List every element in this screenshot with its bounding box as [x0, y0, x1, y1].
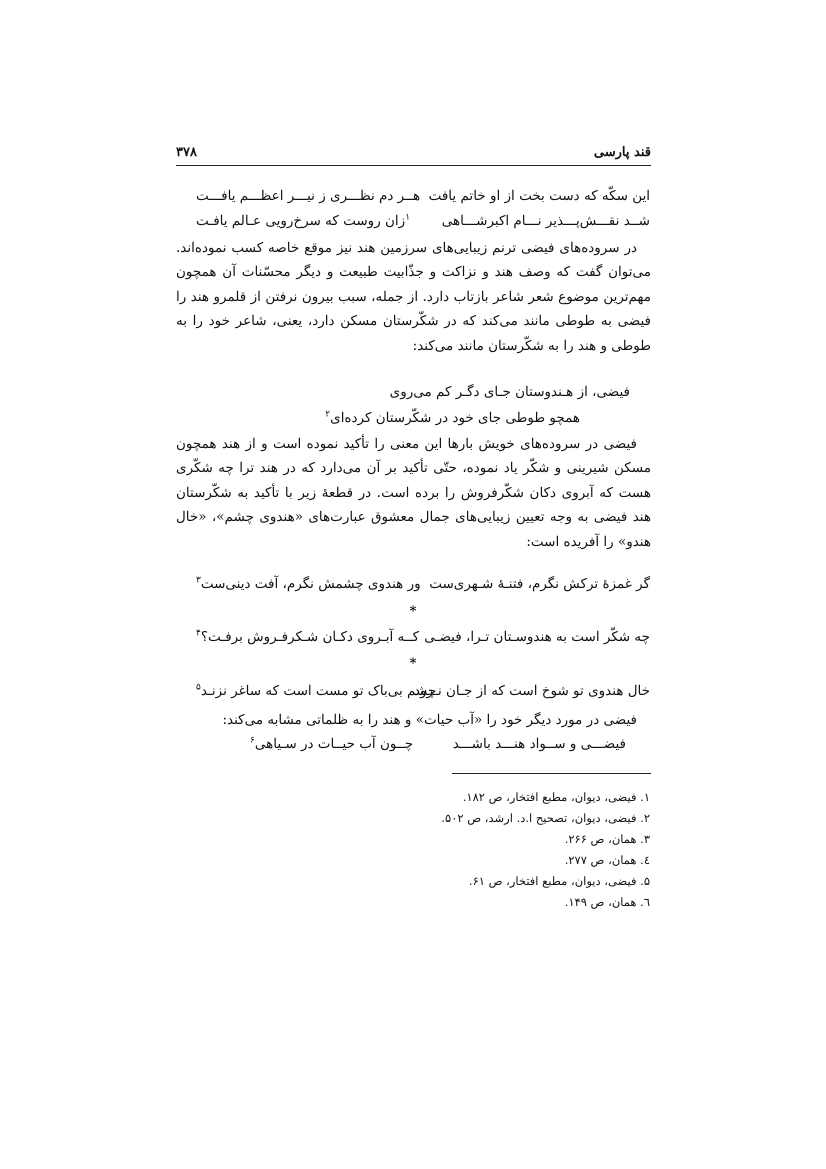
verse-separator-1: *: [409, 604, 417, 619]
footnote-4: ٤. همان، ص ۲۷۷.: [564, 853, 650, 867]
paragraph-3: فیضی در مورد دیگر خود را «آب حیات» و هند را به ظلماتی مشابه می‌کند:: [222, 712, 637, 728]
paragraph-1: در سروده‌های فیضی ترنم زیبایی‌های سرزمین هند نیز موقع خاصه کسب نموده‌اند. می‌توان گفت که وصف هند و نزاکت و جذّابیت طبیعت و دیگر محسّنات آن همچون مهم‌ترین موضوع شعر شاعر بازتاب دارد. از جمله، سبب بیرون نرفتن از قلمرو هند را فیضی به طوطی مانند می‌کند که در شکّرستان مسکن دارد، یعنی، شاعر خود را به طوطی و هند را به شکّرستان مانند می‌کند:: [176, 240, 651, 354]
verse-2-line-2: [325, 408, 580, 428]
verse-4-left-text: کــه آبـروی دکـان شـکرفـروش برفـت؟: [200, 629, 420, 645]
verse-6-left: [250, 736, 413, 752]
footnote-2: ۲. فیضی، دیوان، تصحیح ا.د. ارشد، ص ۵۰۲.: [441, 811, 650, 825]
verse-separator-2: *: [409, 656, 417, 671]
verse-2-line-2-text: همچو طوطی جای خود در شکّرستان کرده‌ای: [330, 410, 580, 426]
running-header: [176, 143, 651, 166]
verse-3-left-text: ور هندوی چشمش نگرم، آفت دینی‌ست: [200, 576, 421, 592]
verse-1-couplet-2-left: [196, 213, 410, 229]
verse-1-couplet-1-left: هــر دم نظـــری ز نیـــر اعظـــم یافـــت: [196, 188, 421, 204]
verse-4-left: [196, 629, 419, 645]
footnote-6: ٦. همان، ص ۱۴۹.: [564, 895, 650, 909]
verse-2-line-1: فیضی، از هـندوستان جـای دگـر کم می‌روی: [389, 384, 630, 400]
verse-1-couplet-1-right: این سکّه که دست بخت از او خاتم یافت: [428, 188, 650, 204]
verse-5-left: [196, 683, 436, 699]
footnote-5: ۵. فیضی، دیوان، مطبع افتخار، ص ۶۱.: [468, 874, 650, 888]
footnote-divider: [452, 773, 651, 774]
verse-3-left: [196, 576, 421, 592]
verse-4-right: چه شکّر است به هندوسـتان تـرا، فیضـی: [424, 629, 650, 645]
verse-6-right: فیضـــی و ســواد هنـــد باشـــد: [452, 736, 626, 752]
footnote-ref-4: ۴: [196, 628, 201, 639]
footnote-ref-1: ۱: [405, 212, 411, 223]
footnote-3: ۳. همان، ص ۲۶۶.: [564, 832, 650, 846]
footnote-ref-2: ۲: [325, 409, 331, 420]
paragraph-2: فیضی در سروده‌های خویش بارها این معنی را تأکید نموده است و از هند همچون مسکن شیرینی و شکّر یاد نموده، حتّی تأکید بر آن می‌دارد که در هند ترا چه شکّری هست که آبروی دکان شکّرفروش را برده است. در قطعهٔ زیر با تأکید به شکّرستان هند فیضی به وجه تعیین زیبایی‌های جمال معشوق عبارت‌های «هندوی چشم»، «خال هندو» را آفریده است:: [176, 436, 651, 550]
verse-5-left-text: چشم بی‌باک تو مست است که ساغر نزنـد: [200, 683, 437, 699]
verse-1-couplet-2-right: شــد نقـــش‌پـــذیر نـــام اکبرشـــاهی: [441, 213, 650, 229]
footnote-ref-6: ۶: [250, 735, 255, 746]
book-title: قند پارسی: [593, 145, 651, 160]
page-number: ۳۷۸: [176, 145, 197, 160]
verse-1-couplet-2-left-text: زان روست که سرخ‌رویی عـالم یافـت: [196, 213, 406, 229]
footnote-ref-5: ۵: [196, 682, 201, 693]
verse-5-right: خال هندوی تو شوخ است که از جـان نـرود: [414, 683, 650, 699]
footnote-1: ۱. فیضی، دیوان، مطبع افتخار، ص ۱۸۲.: [462, 790, 650, 804]
footnote-ref-3: ۳: [196, 575, 201, 586]
verse-3-right: گر غمزهٔ ترکش نگرم، فتنـهٔ شـهری‌ست: [429, 576, 650, 592]
verse-6-left-text: چــون آب حیــات در سـیاهی: [254, 736, 414, 752]
